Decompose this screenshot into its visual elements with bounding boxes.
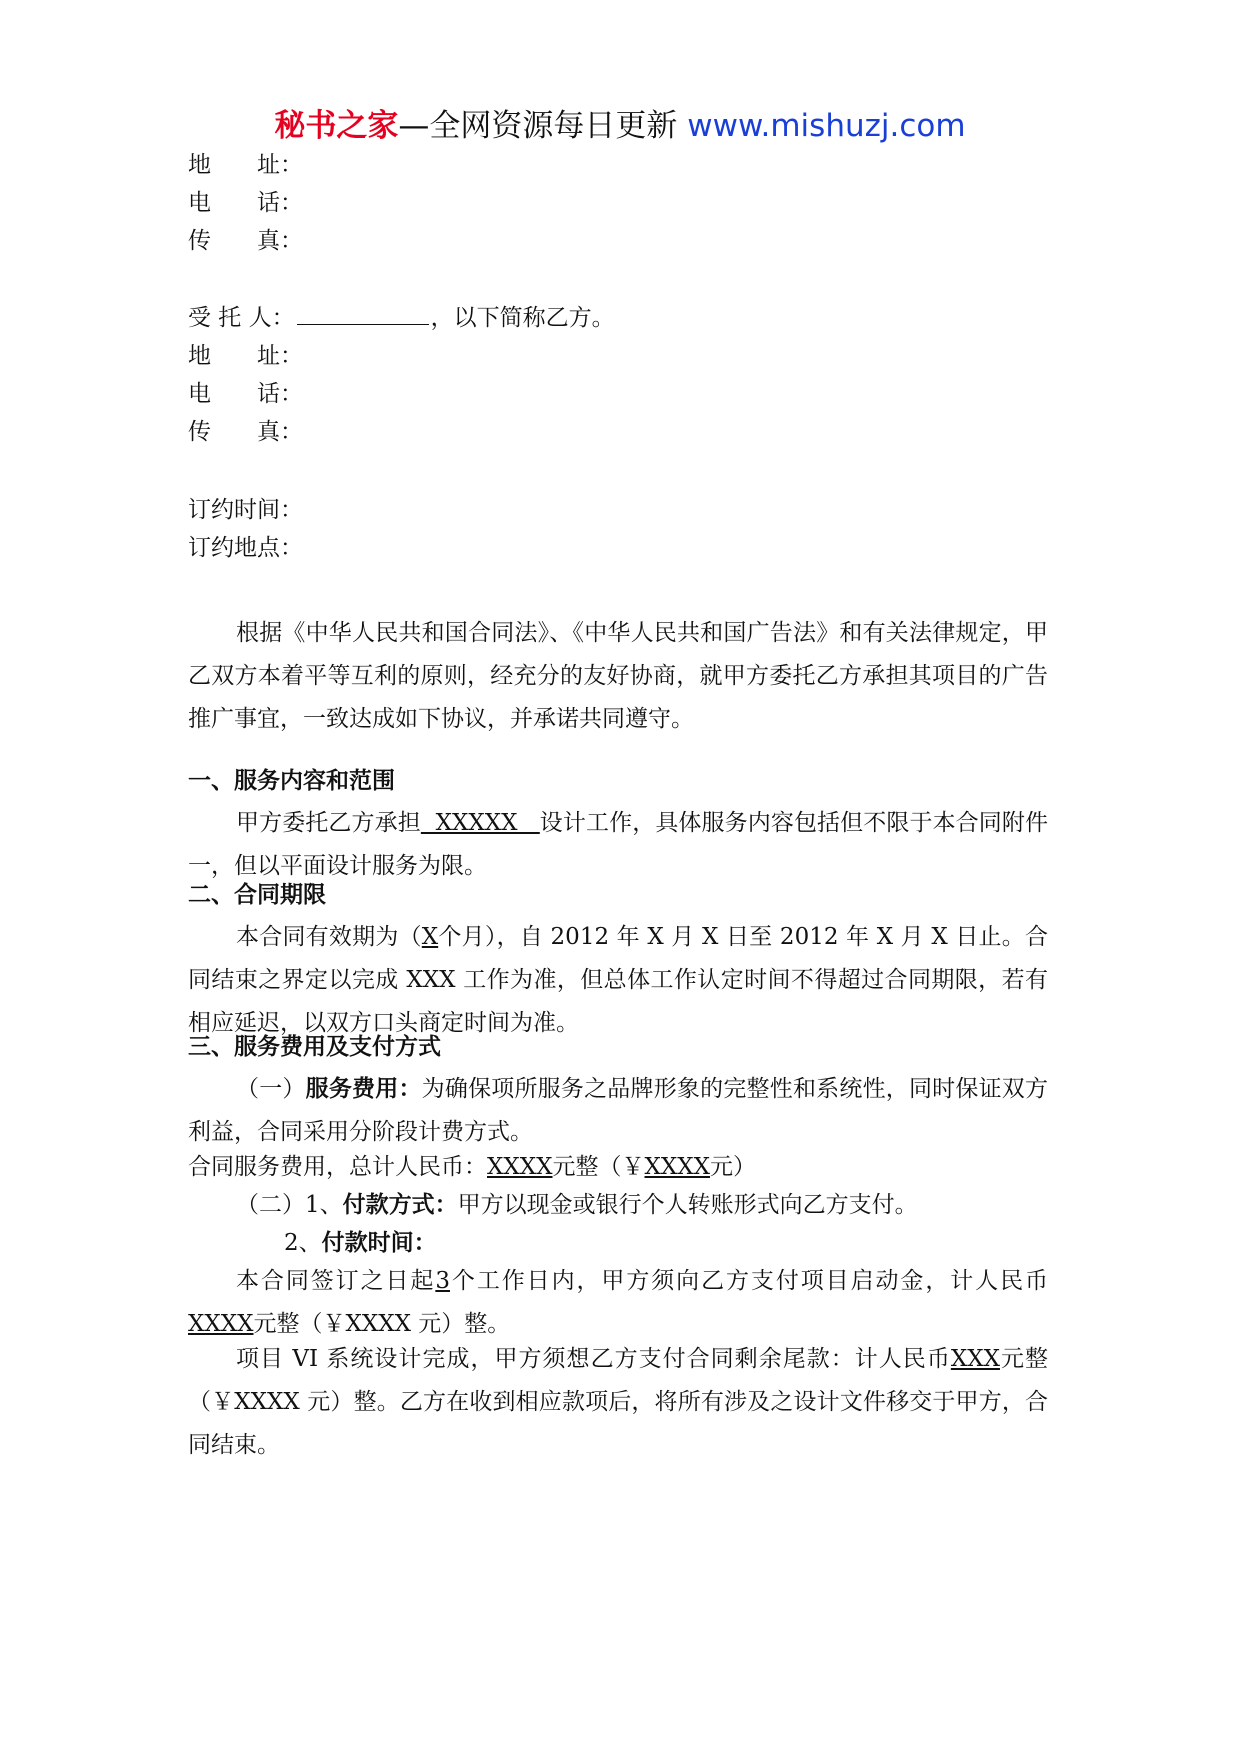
- total-fee-mid: 元整（￥: [552, 1154, 645, 1180]
- signing-place: 订约地点：: [188, 535, 303, 561]
- section-3-title: 三、服务费用及支付方式: [188, 1034, 441, 1060]
- stage-1-text-b: 个工作日内，甲方须向乙方支付项目启动金，计人民币: [449, 1268, 1049, 1294]
- party-a-address: 地 址：: [188, 152, 303, 178]
- stage-1-text-c: 元整（￥XXXX 元）整。: [253, 1311, 511, 1337]
- stage-2-amount: XXX: [950, 1346, 1000, 1372]
- stage-1-amount: XXXX: [188, 1311, 254, 1337]
- payment-method-prefix: （二）1、: [236, 1192, 343, 1218]
- party-a-fax: 传 真：: [188, 228, 303, 254]
- payment-time-prefix: 2、: [284, 1230, 322, 1256]
- fee-paragraph: [188, 1068, 1048, 1154]
- payment-stage-1-paragraph: [188, 1260, 1048, 1346]
- stage-2-text-a: 项目 VI 系统设计完成，甲方须想乙方支付合同剩余尾款：计人民币: [236, 1346, 951, 1372]
- party-b-line: [188, 303, 615, 333]
- payment-stage-2-paragraph: [188, 1338, 1048, 1467]
- payment-method-line: [188, 1184, 1048, 1227]
- banner-url[interactable]: www.mishuzj.com: [687, 108, 966, 144]
- total-fee-amount: XXXX: [487, 1154, 553, 1180]
- section-2-text-b: 个月），自 2012 年 X 月 X 日至 2012 年 X 月 X 日止。合同结束之界定以完成 XXX 工作为准，但总体工作认定时间不得超过合同期限，若有相应延迟，以双方口头商定时间为准。: [188, 924, 1049, 1036]
- total-fee-suffix: 元）: [710, 1154, 756, 1180]
- stage-1-text-a: 本合同签订之日起: [236, 1268, 436, 1294]
- total-fee-amount-yuan: XXXX: [644, 1154, 710, 1180]
- party-b-phone: 电 话：: [188, 381, 303, 407]
- payment-method-label: 付款方式：: [342, 1192, 458, 1218]
- party-a-phone: 电 话：: [188, 190, 303, 216]
- section-1-text-b: 设计工作，具体服务内容包括但不限于本合同附件一，但以平面设计服务为限。: [188, 810, 1048, 879]
- payment-method-text: 甲方以现金或银行个人转账形式向乙方支付。: [457, 1192, 918, 1218]
- section-2-text-a: 本合同有效期为（: [236, 924, 422, 950]
- party-b-name-blank: [297, 304, 429, 325]
- header-banner: [0, 100, 1240, 145]
- section-2-months: X: [421, 924, 439, 950]
- payment-time-line: [188, 1222, 1048, 1265]
- payment-time-label: 付款时间：: [321, 1230, 437, 1256]
- fee-text: 为确保项所服务之品牌形象的完整性和系统性，同时保证双方利益，合同采用分阶段计费方式。: [188, 1076, 1049, 1145]
- section-2-paragraph: [188, 916, 1048, 1045]
- brand-name: 秘书之家: [274, 108, 399, 144]
- preamble-paragraph: 根据《中华人民共和国合同法》、《中华人民共和国广告法》和有关法律规定，甲乙双方本着平等互利的原则，经充分的友好协商，就甲方委托乙方承担其项目的广告推广事宜，一致达成如下协议，并承诺共同遵守。: [188, 620, 1048, 732]
- total-fee-prefix: 合同服务费用，总计人民币：: [188, 1154, 487, 1180]
- banner-tagline: —全网资源每日更新: [398, 108, 688, 144]
- fee-prefix: （一）: [236, 1076, 306, 1102]
- party-b-fax: 传 真：: [188, 419, 303, 445]
- party-b-label: 受 托 人：: [188, 305, 295, 331]
- party-b-address: 地 址：: [188, 343, 303, 369]
- party-b-suffix: ，以下简称乙方。: [430, 305, 615, 331]
- signing-time: 订约时间：: [188, 497, 303, 523]
- section-1-blank: XXXXX: [420, 810, 540, 836]
- section-2-title: 二、合同期限: [188, 882, 326, 908]
- total-fee-line: [188, 1146, 1048, 1189]
- stage-2-text-b: 元整（￥XXXX 元）整。乙方在收到相应款项后，将所有涉及之设计文件移交于甲方，合同结束。: [188, 1346, 1049, 1458]
- section-1-paragraph: [188, 802, 1048, 888]
- section-1-title: 一、服务内容和范围: [188, 768, 395, 794]
- section-1-text-a: 甲方委托乙方承担: [236, 810, 421, 836]
- stage-1-days: 3: [435, 1268, 450, 1294]
- fee-label: 服务费用：: [305, 1076, 422, 1102]
